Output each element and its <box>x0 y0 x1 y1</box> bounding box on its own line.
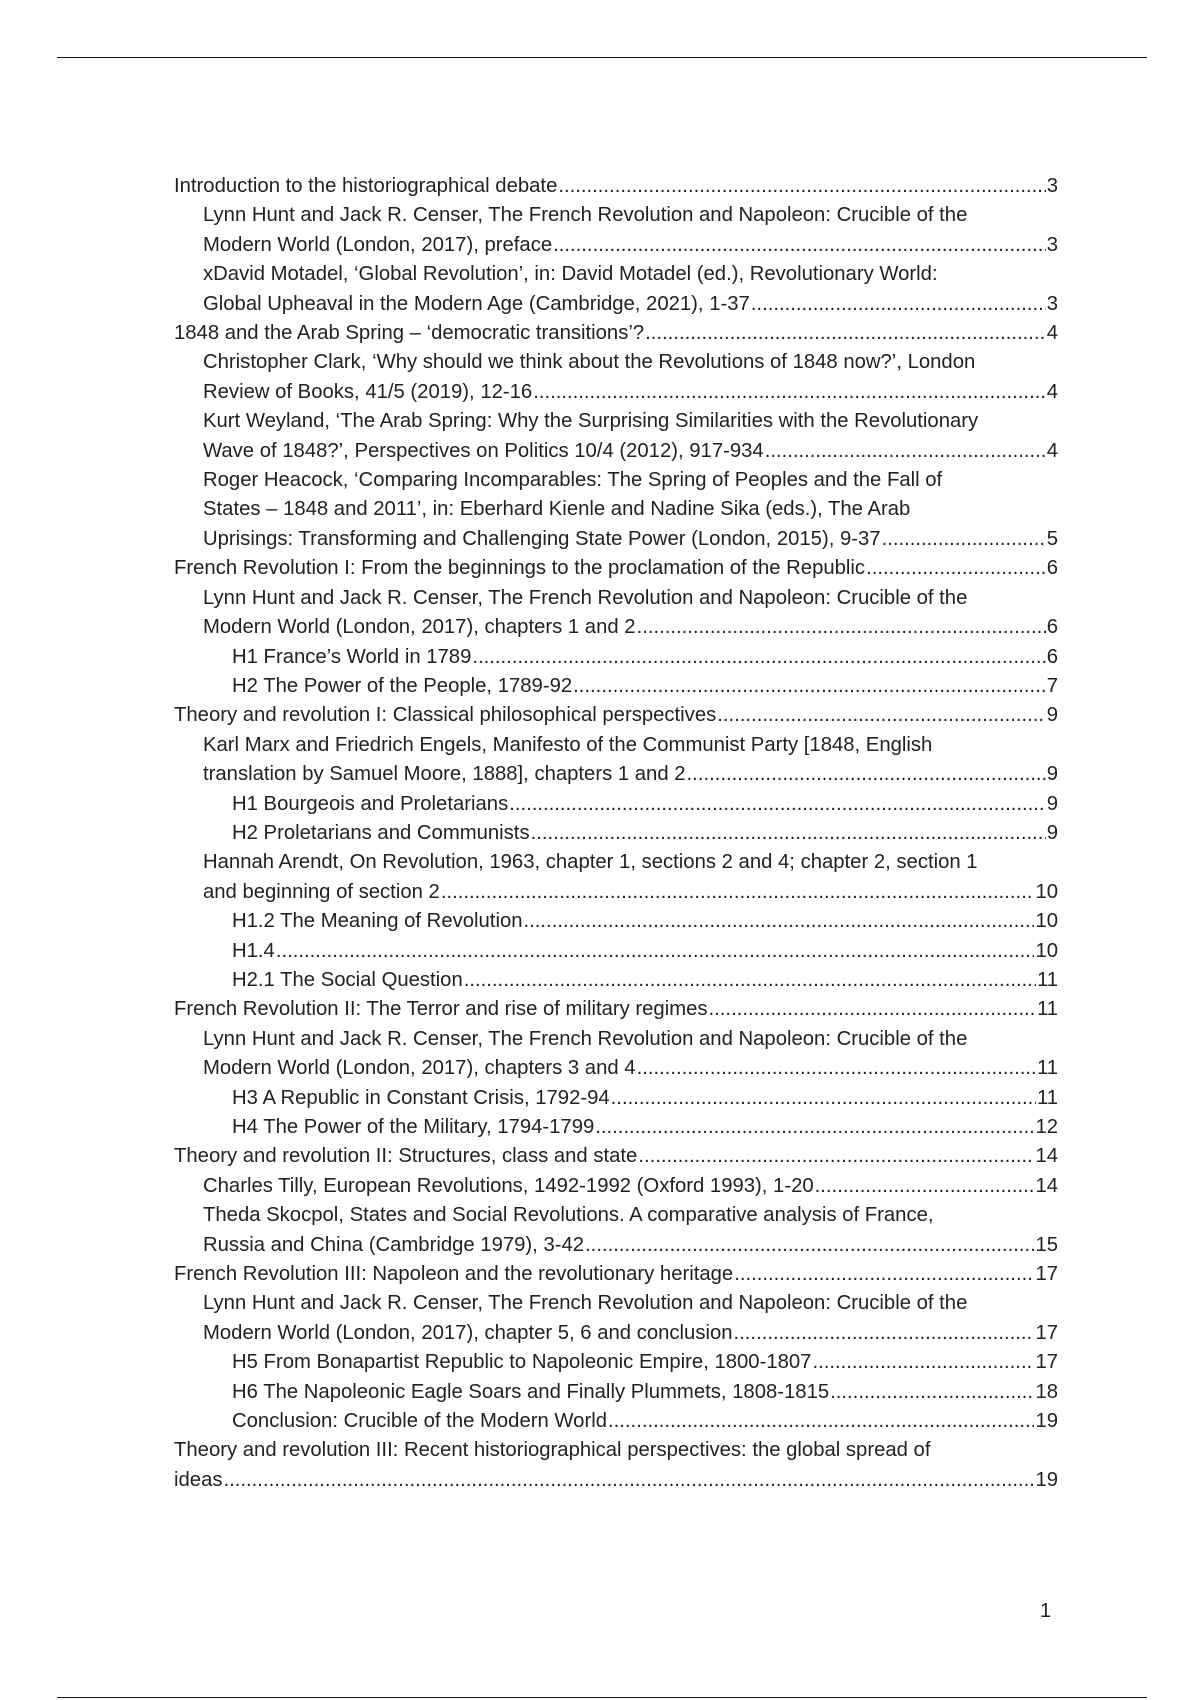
toc-entry-text: H6 The Napoleonic Eagle Soars and Finally Plummets, 1808-1815 <box>232 1380 830 1403</box>
toc-entry-text: Theda Skocpol, States and Social Revolutions. A comparative analysis of France, <box>203 1204 934 1227</box>
toc-entry-text: Lynn Hunt and Jack R. Censer, The French Revolution and Napoleon: Crucible of the <box>203 1292 968 1315</box>
dot-leader <box>815 1172 1035 1201</box>
toc-entry-text: Lynn Hunt and Jack R. Censer, The French Revolution and Napoleon: Crucible of the <box>203 1027 968 1050</box>
toc-entry-level-2[interactable] <box>174 731 1058 790</box>
toc-entry-text: Uprisings: Transforming and Challenging State Power (London, 2015), 9-37 <box>203 527 881 550</box>
toc-page-number: 10 <box>1035 880 1058 903</box>
toc-page-number: 11 <box>1036 1086 1058 1109</box>
dot-leader <box>224 1466 1035 1495</box>
dot-leader <box>553 231 1046 260</box>
toc-entry-text: Lynn Hunt and Jack R. Censer, The French Revolution and Napoleon: Crucible of the <box>203 586 968 609</box>
dot-leader <box>509 790 1046 819</box>
dot-leader <box>531 819 1046 848</box>
toc-entry-level-3[interactable] <box>174 1378 1058 1407</box>
toc-entry-level-2[interactable] <box>174 260 1058 319</box>
toc-entry-text: Review of Books, 41/5 (2019), 12-16 <box>203 380 533 403</box>
toc-page-number: 19 <box>1035 1468 1058 1491</box>
toc-page-number: 6 <box>1046 557 1058 580</box>
toc-entry-level-2[interactable] <box>174 466 1058 554</box>
dot-leader <box>645 319 1046 348</box>
toc-entry-text: xDavid Motadel, ‘Global Revolution’, in: David Motadel (ed.), Revolutionary World: <box>203 263 938 286</box>
toc-entry-text: H1.2 The Meaning of Revolution <box>232 910 523 933</box>
dot-leader <box>765 437 1046 466</box>
toc-entry-text: Theory and revolution II: Structures, class and state <box>174 1145 638 1168</box>
toc-page-number: 11 <box>1036 1057 1058 1080</box>
toc-entry-level-3[interactable] <box>174 1348 1058 1377</box>
toc-entry-level-1[interactable] <box>174 554 1058 583</box>
toc-page-number: 9 <box>1046 763 1058 786</box>
dot-leader <box>595 1113 1034 1142</box>
dot-leader <box>812 1348 1034 1377</box>
toc-entry-level-2[interactable] <box>174 848 1058 907</box>
dot-leader <box>573 672 1046 701</box>
table-of-contents <box>174 172 1058 1495</box>
dot-leader <box>638 1142 1034 1171</box>
dot-leader <box>734 1260 1034 1289</box>
dot-leader <box>830 1378 1034 1407</box>
toc-entry-level-2[interactable] <box>174 348 1058 407</box>
dot-leader <box>533 378 1046 407</box>
dot-leader <box>882 525 1046 554</box>
dot-leader <box>608 1407 1034 1436</box>
toc-entry-text: H1 France’s World in 1789 <box>232 645 472 668</box>
toc-entry-level-3[interactable] <box>174 1084 1058 1113</box>
toc-entry-text: H5 From Bonapartist Republic to Napoleonic Empire, 1800-1807 <box>232 1351 812 1374</box>
dot-leader <box>637 1054 1036 1083</box>
toc-entry-text: 1848 and the Arab Spring – ‘democratic transitions’? <box>174 322 645 345</box>
toc-entry-text: Modern World (London, 2017), chapters 3 and 4 <box>203 1057 636 1080</box>
toc-page-number: 9 <box>1046 704 1058 727</box>
toc-entry-text: Russia and China (Cambridge 1979), 3-42 <box>203 1233 585 1256</box>
toc-page-number: 17 <box>1035 1263 1058 1286</box>
toc-page-number: 5 <box>1046 527 1058 550</box>
page-number: 1 <box>1040 1600 1052 1622</box>
toc-page-number: 6 <box>1046 645 1058 668</box>
toc-entry-level-3[interactable] <box>174 966 1058 995</box>
toc-page-number: 7 <box>1046 674 1058 697</box>
toc-entry-level-1[interactable] <box>174 1260 1058 1289</box>
toc-page-number: 4 <box>1046 439 1058 462</box>
toc-entry-text: Modern World (London, 2017), chapters 1 and 2 <box>203 616 636 639</box>
toc-page-number: 19 <box>1035 1410 1058 1433</box>
dot-leader <box>558 172 1045 201</box>
toc-entry-level-2[interactable] <box>174 407 1058 466</box>
dot-leader <box>464 966 1036 995</box>
dot-leader <box>472 643 1045 672</box>
toc-entry-level-3[interactable] <box>174 672 1058 701</box>
toc-page-number: 18 <box>1035 1380 1058 1403</box>
toc-entry-level-2[interactable] <box>174 1172 1058 1201</box>
toc-entry-level-2[interactable] <box>174 1201 1058 1260</box>
toc-entry-text: Roger Heacock, ‘Comparing Incomparables: The Spring of Peoples and the Fall of <box>203 469 943 492</box>
toc-entry-text: Wave of 1848?’, Perspectives on Politics 10/4 (2012), 917-934 <box>203 439 764 462</box>
toc-entry-text: H1.4 <box>232 939 275 962</box>
dot-leader <box>709 995 1036 1024</box>
dot-leader <box>585 1231 1034 1260</box>
toc-page-number: 15 <box>1035 1233 1058 1256</box>
toc-page-number: 3 <box>1046 175 1058 197</box>
toc-entry-text: French Revolution II: The Terror and rise of military regimes <box>174 998 708 1021</box>
toc-page-number: 11 <box>1036 968 1058 991</box>
toc-entry-text: Lynn Hunt and Jack R. Censer, The French Revolution and Napoleon: Crucible of the <box>203 204 968 227</box>
toc-entry-level-1[interactable] <box>174 1436 1058 1495</box>
dot-leader <box>717 701 1045 730</box>
toc-entry-text: French Revolution III: Napoleon and the revolutionary heritage <box>174 1263 734 1286</box>
toc-entry-text: H2 The Power of the People, 1789-92 <box>232 674 573 697</box>
toc-entry-text: Introduction to the historiographical debate <box>174 175 558 197</box>
toc-entry-level-3[interactable] <box>174 643 1058 672</box>
toc-entry-text: H2 Proletarians and Communists <box>232 821 530 844</box>
top-rule <box>57 57 1147 58</box>
toc-entry-text: States – 1848 and 2011’, in: Eberhard Kienle and Nadine Sika (eds.), The Arab <box>203 498 911 521</box>
dot-leader <box>687 760 1046 789</box>
toc-entry-level-2[interactable] <box>174 1289 1058 1348</box>
dot-leader <box>637 613 1046 642</box>
dot-leader <box>734 1319 1035 1348</box>
toc-page-number: 10 <box>1035 910 1058 933</box>
toc-entry-level-1[interactable] <box>174 701 1058 730</box>
toc-entry-text: Christopher Clark, ‘Why should we think about the Revolutions of 1848 now?’, London <box>203 351 976 374</box>
toc-entry-level-1[interactable] <box>174 1142 1058 1171</box>
toc-entry-level-2[interactable] <box>174 201 1058 260</box>
toc-entry-level-3[interactable] <box>174 790 1058 819</box>
toc-page-number: 9 <box>1046 792 1058 815</box>
dot-leader <box>611 1084 1036 1113</box>
toc-page-number: 17 <box>1035 1351 1058 1374</box>
toc-page-number: 11 <box>1036 998 1058 1021</box>
bottom-rule <box>57 1697 1147 1698</box>
toc-entry-level-2[interactable] <box>174 1025 1058 1084</box>
toc-entry-text: Conclusion: Crucible of the Modern World <box>232 1410 608 1433</box>
dot-leader <box>524 907 1035 936</box>
toc-entry-text: Karl Marx and Friedrich Engels, Manifesto of the Communist Party [1848, English <box>203 733 933 756</box>
toc-page-number: 4 <box>1046 322 1058 345</box>
dot-leader <box>441 878 1035 907</box>
toc-entry-level-3[interactable] <box>174 937 1058 966</box>
dot-leader <box>751 290 1046 319</box>
toc-entry-text: Kurt Weyland, ‘The Arab Spring: Why the Surprising Similarities with the Revolutionary <box>203 410 979 433</box>
toc-page-number: 4 <box>1046 380 1058 403</box>
toc-entry-text: Hannah Arendt, On Revolution, 1963, chapter 1, sections 2 and 4; chapter 2, section 1 <box>203 851 978 874</box>
toc-page-number: 9 <box>1046 821 1058 844</box>
toc-entry-text: H4 The Power of the Military, 1794-1799 <box>232 1116 595 1138</box>
toc-page-number: 3 <box>1046 233 1058 256</box>
toc-page-number: 12 <box>1035 1116 1058 1138</box>
toc-entry-level-1[interactable] <box>174 995 1058 1024</box>
toc-entry-text: French Revolution I: From the beginnings to the proclamation of the Republic <box>174 557 866 580</box>
toc-entry-level-1[interactable] <box>174 319 1058 348</box>
toc-entry-text: Theory and revolution I: Classical philosophical perspectives <box>174 704 717 727</box>
toc-page-number: 10 <box>1035 939 1058 962</box>
dot-leader <box>866 554 1046 583</box>
toc-entry-text: H2.1 The Social Question <box>232 968 463 991</box>
toc-page-number: 3 <box>1046 292 1058 315</box>
toc-entry-text: Theory and revolution III: Recent historiographical perspectives: the global spread of <box>174 1439 931 1462</box>
toc-entry-level-3[interactable] <box>174 1113 1058 1142</box>
toc-entry-text: ideas <box>174 1468 223 1491</box>
toc-entry-text: translation by Samuel Moore, 1888], chapters 1 and 2 <box>203 763 686 786</box>
toc-page-number: 14 <box>1035 1145 1058 1168</box>
toc-entry-text: and beginning of section 2 <box>203 880 440 903</box>
dot-leader <box>276 937 1035 966</box>
toc-page-number: 14 <box>1035 1174 1058 1197</box>
toc-entry-text: Modern World (London, 2017), preface <box>203 233 553 256</box>
toc-page-number: 17 <box>1035 1321 1058 1344</box>
toc-entry-level-3[interactable] <box>174 819 1058 848</box>
toc-entry-level-1[interactable] <box>174 172 1058 201</box>
toc-entry-text: H1 Bourgeois and Proletarians <box>232 792 509 815</box>
toc-entry-level-2[interactable] <box>174 584 1058 643</box>
toc-entry-level-3[interactable] <box>174 907 1058 936</box>
toc-entry-text: H3 A Republic in Constant Crisis, 1792-94 <box>232 1086 610 1109</box>
toc-entry-text: Global Upheaval in the Modern Age (Cambridge, 2021), 1-37 <box>203 292 750 315</box>
toc-entry-level-3[interactable] <box>174 1407 1058 1436</box>
toc-page-number: 6 <box>1046 616 1058 639</box>
toc-entry-text: Charles Tilly, European Revolutions, 1492-1992 (Oxford 1993), 1-20 <box>203 1174 814 1197</box>
toc-entry-text: Modern World (London, 2017), chapter 5, 6 and conclusion <box>203 1321 733 1344</box>
